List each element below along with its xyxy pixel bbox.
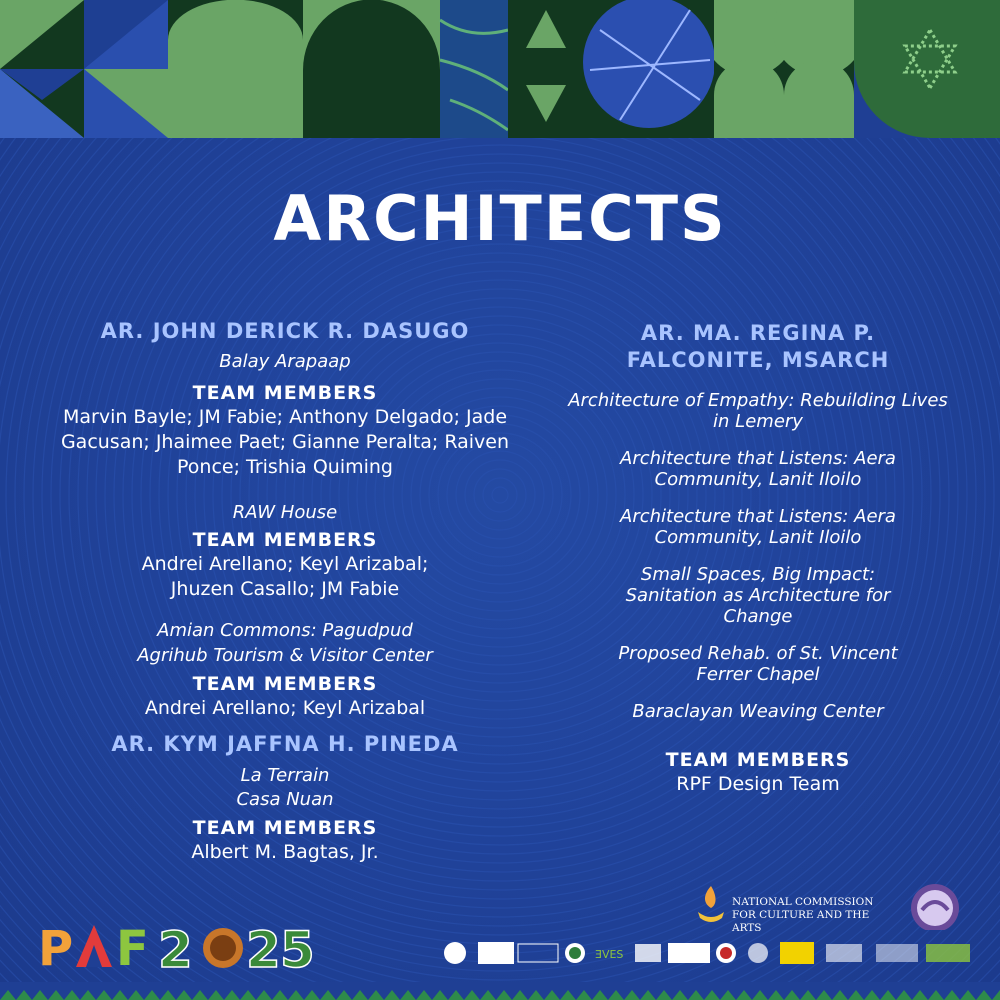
- team-members-label: TEAM MEMBERS: [192, 817, 378, 839]
- team-members-list: Albert M. Bagtas, Jr.: [191, 841, 379, 863]
- architect-name: AR. KYM JAFFNA H. PINEDA: [111, 732, 459, 756]
- sponsor-logo: [780, 942, 814, 964]
- sponsor-logo: [668, 943, 710, 963]
- page-title: ARCHITECTS: [273, 182, 727, 255]
- team-members-list: RPF Design Team: [676, 773, 840, 795]
- team-members-label: TEAM MEMBERS: [665, 749, 851, 771]
- architect-name: AR. JOHN DERICK R. DASUGO: [100, 319, 470, 343]
- left-column: [40, 318, 530, 865]
- architect-name-line: FALCONITE, MSARCH: [626, 348, 890, 372]
- sponsor-logo: [876, 944, 918, 962]
- team-members-list: Marvin Bayle; JM Fabie; Anthony Delgado; Jade Gacusan; Jhaimee Paet; Gianne Peralta; Raiven Ponce; Trishia Quiming: [60, 406, 510, 478]
- sponsor-logo: [635, 944, 661, 962]
- architect-name: [548, 320, 968, 374]
- project-title: La Terrain: [240, 765, 330, 786]
- sponsor-logo: [748, 943, 768, 963]
- right-column: [548, 318, 968, 797]
- decorative-banner: [0, 0, 1000, 138]
- ncca-name-line: NATIONAL COMMISSION: [732, 896, 874, 908]
- project-title: Baraclayan Weaving Center: [632, 701, 884, 722]
- sponsor-logo: [478, 942, 514, 964]
- team-members-list: Andrei Arellano; Keyl Arizabal; Jhuzen Casallo; JM Fabie: [141, 553, 429, 600]
- organization-emblem: [900, 880, 970, 930]
- project-title: Proposed Rehab. of St. Vincent Ferrer Chapel: [618, 643, 898, 685]
- team-members-list: Andrei Arellano; Keyl Arizabal: [144, 697, 426, 719]
- team-members-label: TEAM MEMBERS: [192, 673, 378, 695]
- sponsor-logo: [444, 942, 466, 964]
- ncca-name-line: FOR CULTURE AND THE ARTS: [732, 909, 870, 934]
- sponsor-logo: [926, 944, 970, 962]
- svg-text:F: F: [116, 921, 149, 975]
- bottom-pattern-strip: [0, 982, 1000, 1000]
- team-members-label: TEAM MEMBERS: [192, 382, 378, 404]
- paf-2025-logo: [38, 915, 328, 975]
- sponsor-logo: [518, 944, 558, 962]
- svg-text:2: 2: [246, 921, 281, 975]
- team-members-label: TEAM MEMBERS: [192, 529, 378, 551]
- svg-text:5: 5: [280, 921, 315, 975]
- project-title: Architecture that Listens: Aera Community, Lanit Iloilo: [620, 506, 896, 548]
- ncca-logo: [692, 882, 892, 932]
- project-title: RAW House: [232, 502, 338, 523]
- project-title: Small Spaces, Big Impact: Sanitation as Architecture for Change: [625, 564, 891, 627]
- svg-text:P: P: [38, 921, 74, 975]
- project-title: Architecture of Empathy: Rebuilding Lives in Lemery: [568, 390, 948, 432]
- sponsor-logo: ƎVES: [595, 948, 624, 961]
- sponsor-logos: [440, 938, 980, 968]
- project-title: Balay Arapaap: [219, 351, 351, 372]
- architect-name-line: AR. MA. REGINA P.: [640, 321, 876, 345]
- svg-text:2: 2: [158, 921, 191, 975]
- project-title: Casa Nuan: [236, 789, 334, 810]
- flame-icon: [692, 882, 730, 928]
- project-title: Amian Commons: Pagudpud Agrihub Tourism & Visitor Center: [137, 620, 433, 666]
- sponsor-logo: [826, 944, 862, 962]
- project-title: Architecture that Listens: Aera Community, Lanit Iloilo: [620, 448, 896, 490]
